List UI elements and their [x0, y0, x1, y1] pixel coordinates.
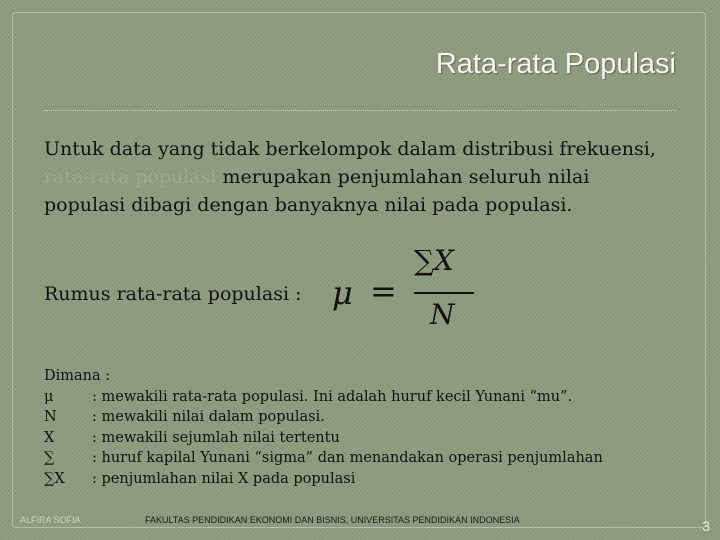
footer-institution: FAKULTAS PENDIDIKAN EKONOMI DAN BISNIS, UNIVERSITAS PENDIDIKAN INDONESIA	[145, 515, 520, 525]
definition-text: : mewakili sejumlah nilai tertentu	[92, 429, 340, 446]
definition-row	[44, 428, 684, 449]
fraction-line	[414, 292, 474, 294]
definition-text: : mewakili rata-rata populasi. Ini adalah huruf kecil Yunani “mu”.	[92, 388, 573, 405]
formula-denominator: N	[430, 298, 455, 331]
paragraph-text-1: Untuk data yang tidak berkelompok dalam distribusi frekuensi,	[44, 138, 656, 160]
title-divider	[44, 110, 676, 111]
formula-x: X	[434, 244, 454, 277]
definition-symbol: X	[44, 429, 55, 446]
definition-text: : mewakili nilai dalam populasi.	[92, 409, 325, 425]
definition-symbol: ∑X	[44, 470, 65, 487]
definition-row	[44, 407, 684, 428]
definitions-heading: Dimana :	[44, 368, 111, 384]
definition-row	[44, 469, 684, 490]
formula-equals: =	[370, 272, 397, 310]
definition-row	[44, 448, 684, 469]
definition-symbol: ∑	[44, 450, 55, 466]
formula-sum: ∑	[414, 244, 434, 277]
mean-formula	[332, 244, 482, 344]
definition-symbol: μ	[44, 388, 54, 405]
paragraph-highlight: rata-rata populasi	[44, 166, 217, 188]
definition-symbol: N	[44, 409, 57, 425]
intro-paragraph	[44, 135, 664, 219]
footer-author: ALFIRA SOFIA	[20, 515, 81, 525]
formula-numerator	[414, 244, 454, 277]
definitions-block	[44, 366, 684, 489]
slide-title: Rata-rata Populasi	[435, 48, 676, 80]
paragraph-text-2: merupakan penjumlahan seluruh nilai populasi dibagi dengan banyaknya nilai pada populasi.	[44, 166, 590, 216]
formula-mu: μ	[332, 274, 353, 312]
definition-text: : penjumlahan nilai X pada populasi	[92, 470, 356, 487]
page-number: 3	[702, 518, 710, 534]
definition-row	[44, 387, 684, 408]
definition-text: : huruf kapilal Yunani “sigma” dan menandakan operasi penjumlahan	[92, 450, 603, 466]
formula-label: Rumus rata-rata populasi :	[44, 283, 302, 305]
